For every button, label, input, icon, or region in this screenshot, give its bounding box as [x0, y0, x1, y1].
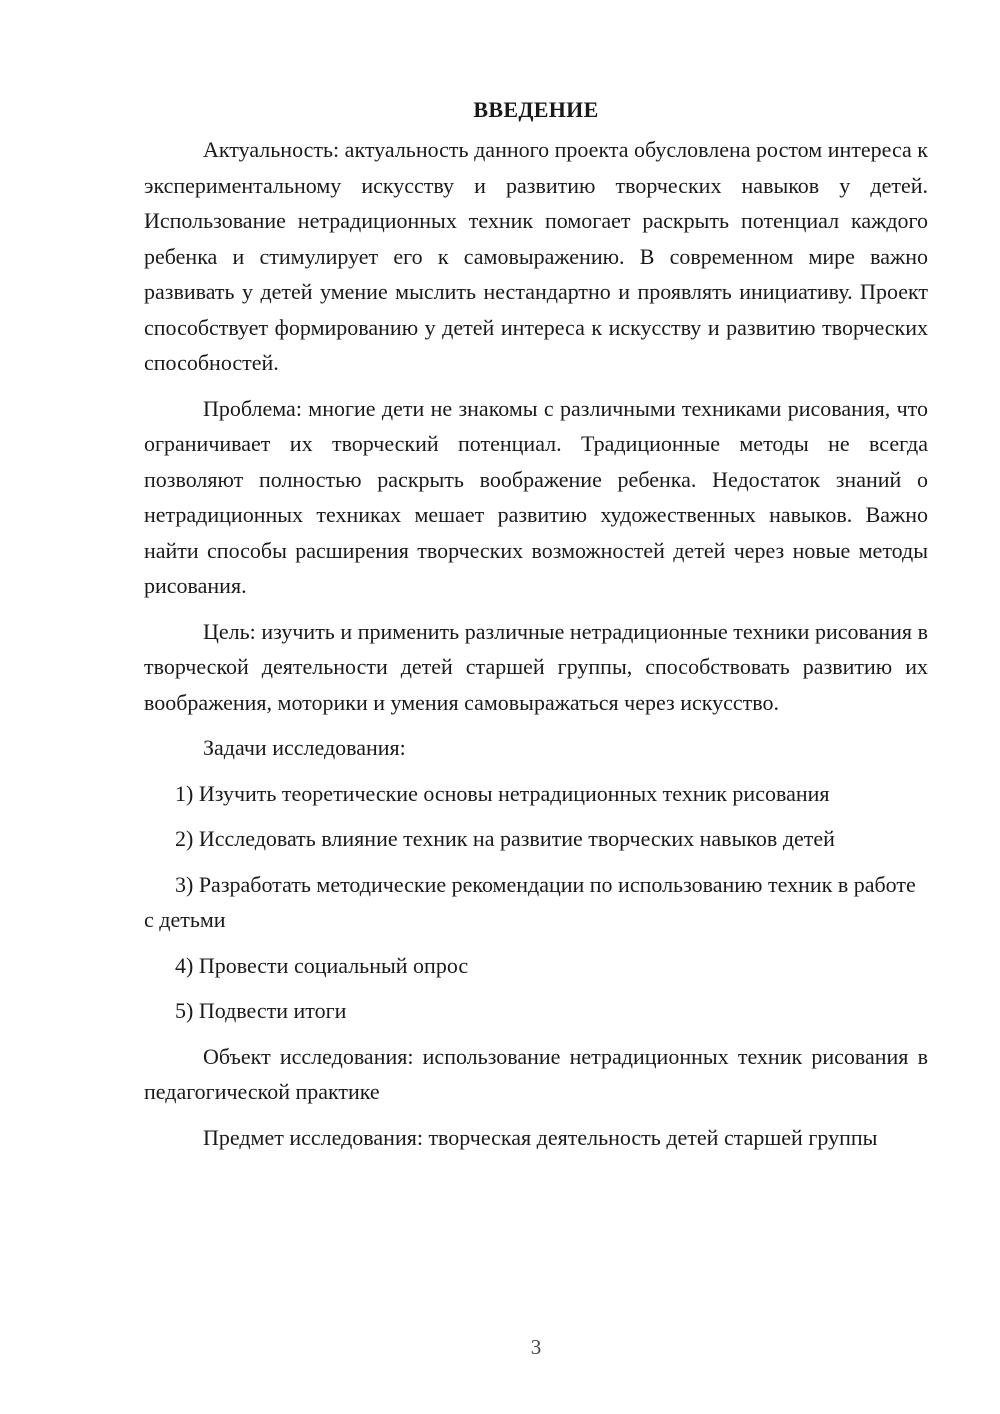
tasks-title: Задачи исследования:	[203, 735, 406, 760]
page-content	[144, 90, 928, 1165]
task-item-5: 5) Подвести итоги	[175, 998, 347, 1023]
paragraph-problem: Проблема: многие дети не знакомы с различными техниками рисования, что ограничивает их творческий потенциал. Традиционные методы не всегда позволяют полностью раскрыть воображение ребенка. Недостаток знаний о нетрадиционных техниках мешает развитию художественных навыков. Важно найти способы расширения творческих возможностей детей через новые методы рисования.	[144, 395, 928, 598]
paragraph-goal: Цель: изучить и применить различные нетрадиционные техники рисования в творческой деятельности детей старшей группы, способствовать развитию их воображения, моторики и умения самовыражаться через искусство.	[144, 618, 928, 715]
paragraph-relevance: Актуальность: актуальность данного проекта обусловлена ростом интереса к экспериментальному искусству и развитию творческих навыков у детей. Использование нетрадиционных техник помогает раскрыть потенциал каждого ребенка и стимулирует его к самовыражению. В современном мире важно развивать у детей умение мыслить нестандартно и проявлять инициативу. Проект способствует формированию у детей интереса к искусству и развитию творческих способностей.	[144, 137, 928, 375]
tasks-list	[144, 776, 928, 1029]
paragraph-object: Объект исследования: использование нетрадиционных техник рисования в педагогической практике	[144, 1043, 928, 1104]
task-item-3: 3) Разработать методические рекомендации по использованию техник в работе с детьми	[144, 871, 916, 932]
page-number: 3	[530, 1335, 542, 1359]
task-item-2: 2) Исследовать влияние техник на развитие творческих навыков детей	[175, 826, 835, 851]
section-heading: ВВЕДЕНИЕ	[473, 97, 599, 122]
task-item-4: 4) Провести социальный опрос	[175, 952, 469, 978]
task-item-1: 1) Изучить теоретические основы нетрадиционных техник рисования	[175, 780, 830, 806]
paragraph-subject: Предмет исследования: творческая деятельность детей старшей группы	[203, 1124, 878, 1150]
